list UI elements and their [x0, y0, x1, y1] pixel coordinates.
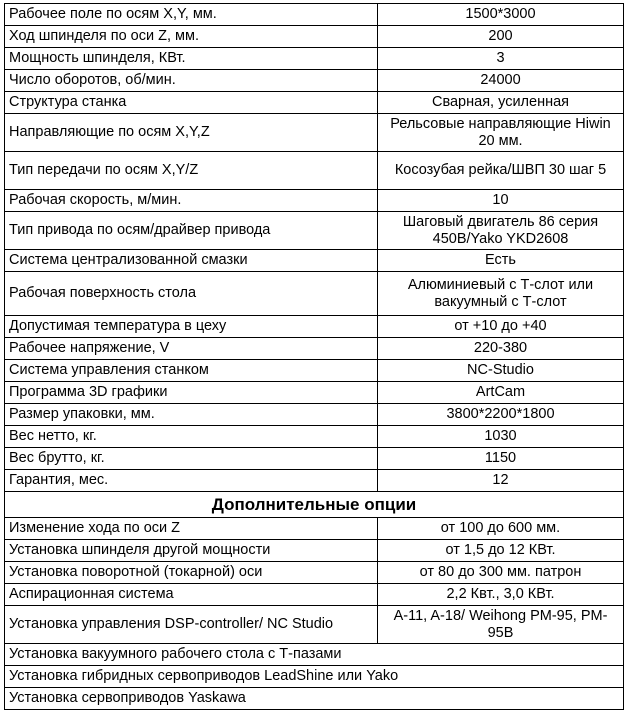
spec-row-transmission: [5, 152, 624, 190]
spec-row-temperature: [5, 316, 624, 338]
spec-name: Размер упаковки, мм.: [5, 404, 378, 426]
option-row-spindle: [5, 540, 624, 562]
option-row-z-travel: [5, 518, 624, 540]
spec-name: Гарантия, мес.: [5, 470, 378, 492]
option-name: Изменение хода по оси Z: [5, 518, 378, 540]
spec-name: Мощность шпинделя, КВт.: [5, 48, 378, 70]
spec-row-voltage: [5, 338, 624, 360]
options-header-row: [5, 492, 624, 518]
option-value: A-11, A-18/ Weihong PM-95, PM-95B: [378, 606, 624, 644]
spec-name: Направляющие по осям X,Y,Z: [5, 114, 378, 152]
spec-name: Рабочее поле по осям X,Y, мм.: [5, 4, 378, 26]
spec-row-warranty: [5, 470, 624, 492]
spec-table: [4, 3, 624, 710]
option-value: от 100 до 600 мм.: [378, 518, 624, 540]
option-row-controller: [5, 606, 624, 644]
option-value: от 80 до 300 мм. патрон: [378, 562, 624, 584]
option-name: Установка поворотной (токарной) оси: [5, 562, 378, 584]
option-name: Установка шпинделя другой мощности: [5, 540, 378, 562]
spec-name: Рабочая скорость, м/мин.: [5, 190, 378, 212]
option-full-text: Установка гибридных сервоприводов LeadShine или Yako: [5, 666, 624, 688]
spec-value: Косозубая рейка/ШВП 30 шаг 5: [378, 152, 624, 190]
spec-row-package-size: [5, 404, 624, 426]
spec-name: Вес нетто, кг.: [5, 426, 378, 448]
option-row-vacuum-table: [5, 644, 624, 666]
spec-row-z-travel: [5, 26, 624, 48]
spec-name: Ход шпинделя по оси Z, мм.: [5, 26, 378, 48]
option-full-text: Установка сервоприводов Yaskawa: [5, 688, 624, 710]
option-name: Аспирационная система: [5, 584, 378, 606]
spec-name: Система управления станком: [5, 360, 378, 382]
spec-value: 1150: [378, 448, 624, 470]
spec-value: Шаговый двигатель 86 серия 450В/Yako YKD2608: [378, 212, 624, 250]
spec-value: от +10 до +40: [378, 316, 624, 338]
spec-name: Рабочая поверхность стола: [5, 272, 378, 316]
spec-name: Система централизованной смазки: [5, 250, 378, 272]
spec-value: NC-Studio: [378, 360, 624, 382]
spec-name: Рабочее напряжение, V: [5, 338, 378, 360]
spec-value: 200: [378, 26, 624, 48]
spec-value: 3: [378, 48, 624, 70]
spec-value: 12: [378, 470, 624, 492]
option-name: Установка управления DSP-controller/ NC Studio: [5, 606, 378, 644]
option-value: 2,2 Квт., 3,0 КВт.: [378, 584, 624, 606]
option-row-hybrid-servo: [5, 666, 624, 688]
spec-row-guides: [5, 114, 624, 152]
spec-row-lubrication: [5, 250, 624, 272]
spec-row-structure: [5, 92, 624, 114]
spec-value: Есть: [378, 250, 624, 272]
spec-row-3d-software: [5, 382, 624, 404]
spec-value: 24000: [378, 70, 624, 92]
spec-name: Допустимая температура в цеху: [5, 316, 378, 338]
option-row-rotary-axis: [5, 562, 624, 584]
spec-value: 1030: [378, 426, 624, 448]
spec-row-control-system: [5, 360, 624, 382]
spec-value: 3800*2200*1800: [378, 404, 624, 426]
option-row-aspiration: [5, 584, 624, 606]
spec-name: Структура станка: [5, 92, 378, 114]
spec-row-speed: [5, 190, 624, 212]
spec-value: Алюминиевый с Т-слот или вакуумный с Т-слот: [378, 272, 624, 316]
spec-name: Программа 3D графики: [5, 382, 378, 404]
spec-value: 10: [378, 190, 624, 212]
spec-name: Число оборотов, об/мин.: [5, 70, 378, 92]
spec-row-table-surface: [5, 272, 624, 316]
spec-name: Вес брутто, кг.: [5, 448, 378, 470]
spec-row-net-weight: [5, 426, 624, 448]
spec-row-gross-weight: [5, 448, 624, 470]
spec-value: Рельсовые направляющие Hiwin 20 мм.: [378, 114, 624, 152]
options-title: Дополнительные опции: [5, 492, 624, 518]
spec-name: Тип привода по осям/драйвер привода: [5, 212, 378, 250]
spec-row-spindle-power: [5, 48, 624, 70]
spec-value: 220-380: [378, 338, 624, 360]
option-row-yaskawa-servo: [5, 688, 624, 710]
spec-value: ArtCam: [378, 382, 624, 404]
option-value: от 1,5 до 12 КВт.: [378, 540, 624, 562]
spec-name: Тип передачи по осям X,Y/Z: [5, 152, 378, 190]
spec-row-rpm: [5, 70, 624, 92]
spec-value: Сварная, усиленная: [378, 92, 624, 114]
spec-row-work-area: [5, 4, 624, 26]
option-full-text: Установка вакуумного рабочего стола с Т-пазами: [5, 644, 624, 666]
spec-row-drive: [5, 212, 624, 250]
spec-value: 1500*3000: [378, 4, 624, 26]
